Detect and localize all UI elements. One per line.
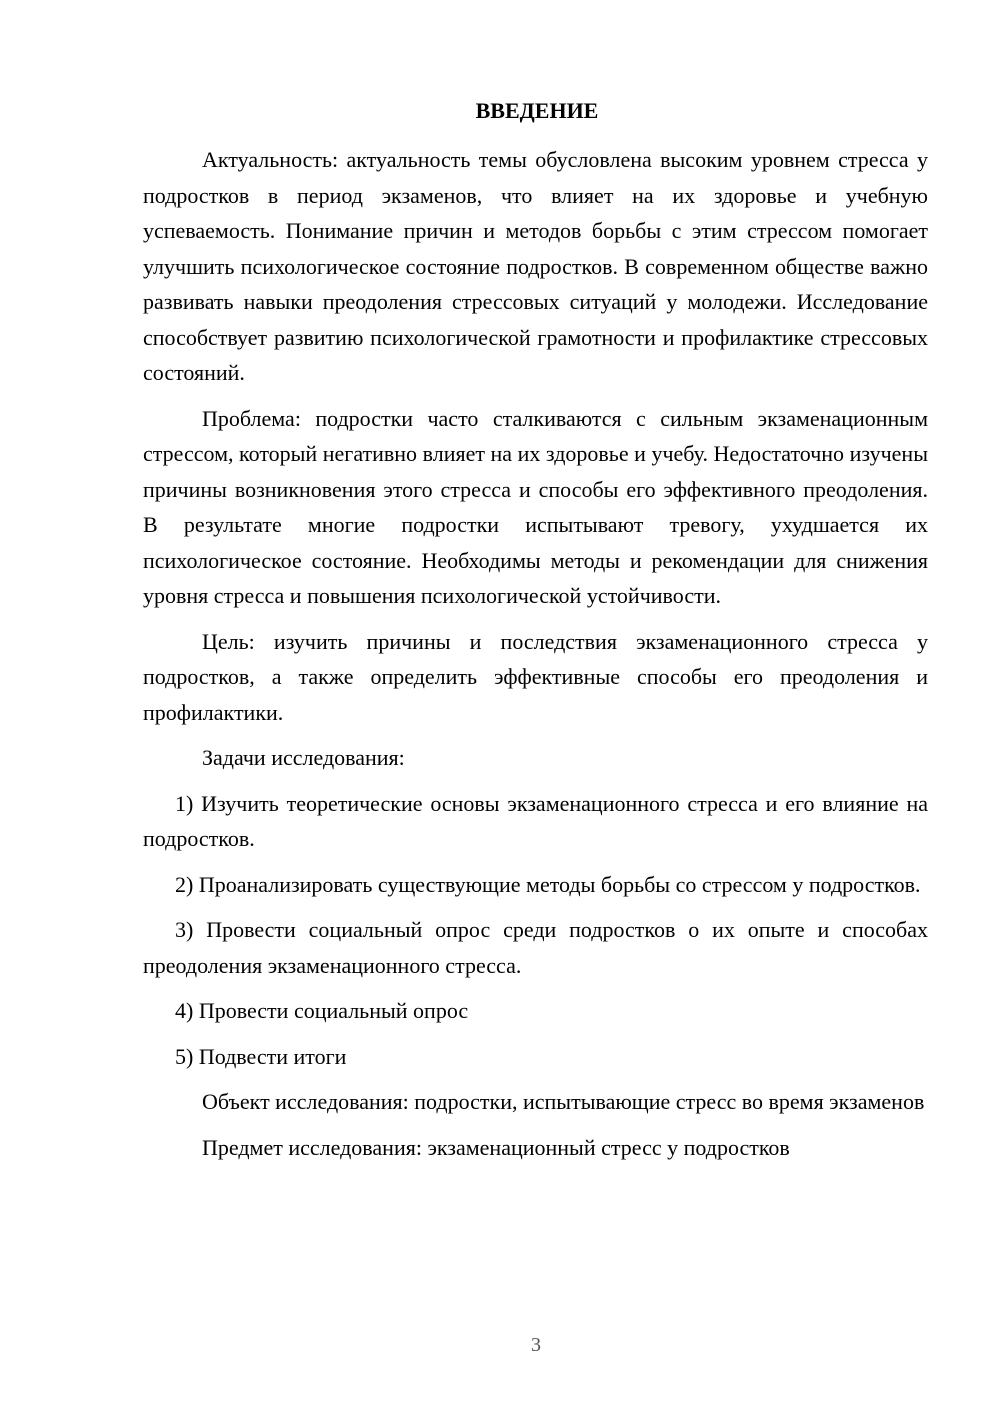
tasks-heading: Задачи исследования: [202,745,405,770]
object-paragraph: Объект исследования: подростки, испытывающие стресс во время экзаменов [202,1089,925,1114]
task-item-5: 5) Подвести итоги [175,1043,347,1069]
subject-paragraph: Предмет исследования: экзаменационный стресс у подростков [202,1134,790,1160]
goal-paragraph: Цель: изучить причины и последствия экзаменационного стресса у подростков, а также определить эффективные способы его преодоления и профилактики. [143,628,928,725]
problem-paragraph: Проблема: подростки часто сталкиваются с сильным экзаменационным стрессом, который негативно влияет на их здоровье и учебу. Недостаточно изучены причины возникновения этого стресса и способы его эффективного преодоления. В результате многие подростки испытывают тревогу, ухудшается их психологическое состояние. Необходимы методы и рекомендации для снижения уровня стресса и повышения психологической устойчивости. [143,405,928,608]
task-item-3: 3) Провести социальный опрос среди подростков о их опыте и способах преодоления экзаменационного стресса. [143,917,928,978]
task-item-1: 1) Изучить теоретические основы экзаменационного стресса и его влияние на подростков. [143,790,928,851]
task-item-4: 4) Провести социальный опрос [175,998,469,1023]
document-body [143,142,928,1175]
task-item-2: 2) Проанализировать существующие методы борьбы со стрессом у подростков. [175,871,921,897]
page-title: ВВЕДЕНИЕ [475,98,599,123]
relevance-paragraph: Актуальность: актуальность темы обусловлена высоким уровнем стресса у подростков в период экзаменов, что влияет на их здоровье и учебную успеваемость. Понимание причин и методов борьбы с этим стрессом помогает улучшить психологическое состояние подростков. В современном обществе важно развивать навыки преодоления стрессовых ситуаций у молодежи. Исследование способствует развитию психологической грамотности и профилактике стрессовых состояний. [143,147,928,385]
page-number: 3 [531,1334,541,1356]
